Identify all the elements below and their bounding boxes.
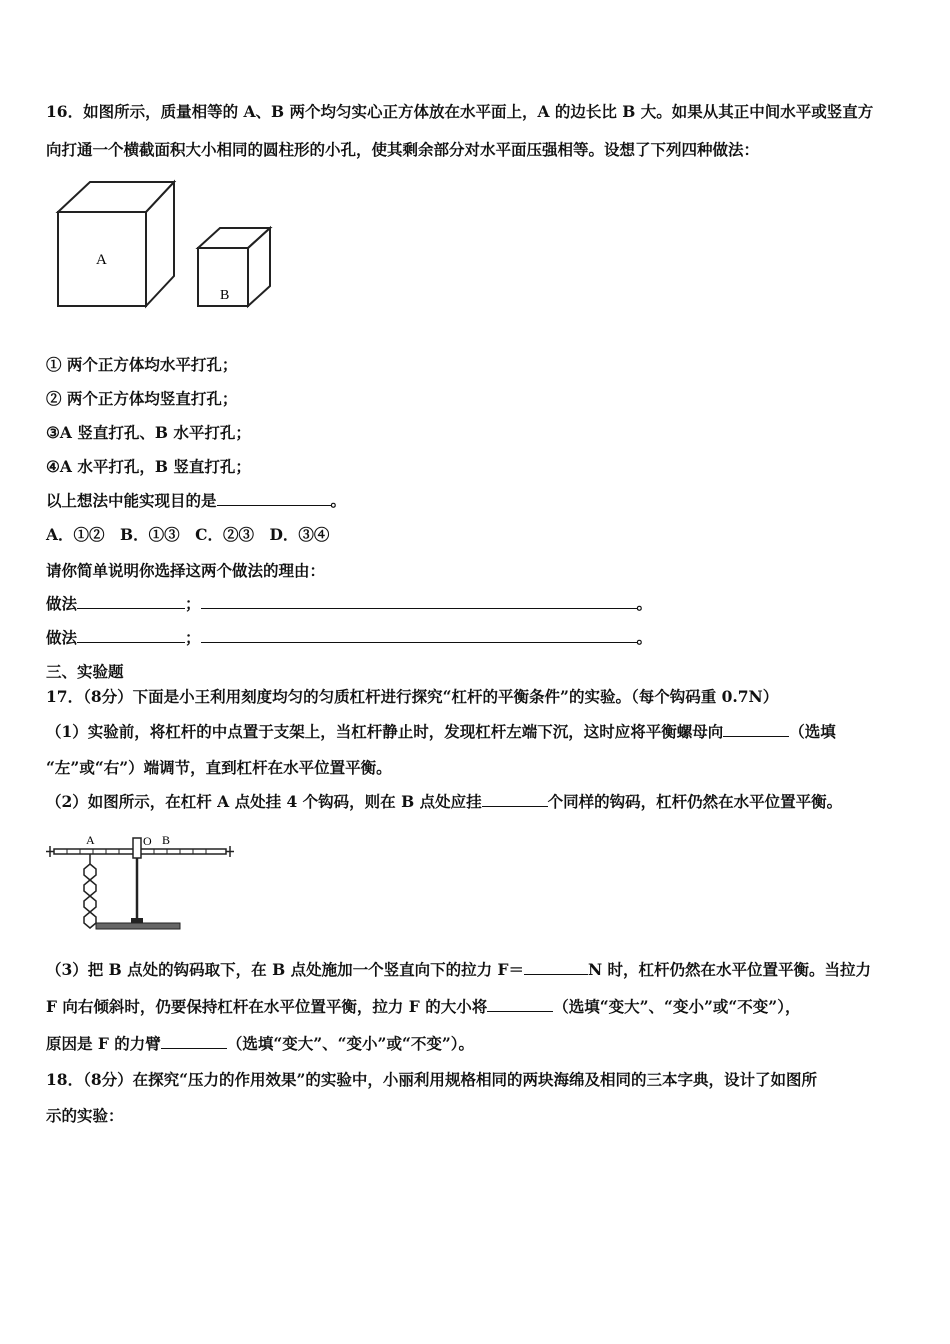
q16-option-3: ③A 竖直打孔、B 水平打孔； xyxy=(46,423,251,442)
cube-a-label: A xyxy=(96,252,107,268)
q16-line2: 向打通一个横截面积大小相同的圆柱形的小孔，使其剩余部分对水平面压强相等。设想了下列四种做法： xyxy=(46,140,760,159)
method-label: 做法 xyxy=(46,594,78,613)
method-blank[interactable] xyxy=(77,594,185,609)
force-change-blank[interactable] xyxy=(487,997,553,1012)
point-b-label: B xyxy=(162,833,171,847)
q17-p2b: 个同样的钩码，杠杆仍然在水平位置平衡。 xyxy=(547,792,843,811)
q17-p3a: （3）把 B 点处的钩码取下，在 B 点处施加一个竖直向下的拉力 F＝ xyxy=(46,960,524,979)
q16-ask xyxy=(46,490,346,512)
count-blank[interactable] xyxy=(482,792,548,807)
point-o-label: O xyxy=(143,834,152,848)
q18-line1: 18．（8分）在探究“压力的作用效果”的实验中，小丽利用规格相同的两块海绵及相同的三本字典，设计了如图所 xyxy=(46,1070,817,1089)
q16-option-1: ① 两个正方体均水平打孔； xyxy=(46,355,238,374)
q16-method-1 xyxy=(46,593,652,615)
q17-part3-line3 xyxy=(46,1033,474,1055)
q16-ask-end: 。 xyxy=(330,491,347,510)
point-a-label: A xyxy=(86,833,95,847)
lever-figure xyxy=(44,830,244,940)
method-label: 做法 xyxy=(46,628,78,647)
cube-b-label: B xyxy=(220,288,230,303)
q18-line2: 示的实验： xyxy=(46,1106,124,1125)
reason-blank[interactable] xyxy=(201,594,637,609)
method-end: 。 xyxy=(636,628,653,647)
q16-option-4: ④A 水平打孔，B 竖直打孔； xyxy=(46,457,251,476)
q17-intro: 17．（8分）下面是小王利用刻度均匀的匀质杠杆进行探究“杠杆的平衡条件”的实验。（每个钩码重 0.7N） xyxy=(46,687,779,706)
method-sep: ； xyxy=(185,628,201,647)
q17-part3-line2 xyxy=(46,996,800,1018)
q17-p2a: （2）如图所示，在杠杆 A 点处挂 4 个钩码，则在 B 点处应挂 xyxy=(46,792,482,811)
q17-p1a: （1）实验前，将杠杆的中点置于支架上，当杠杆静止时，发现杠杆左端下沉，这时应将平衡螺母向 xyxy=(46,722,724,741)
q17-p1b: （选填 xyxy=(789,722,836,741)
q17-part1-line1 xyxy=(46,721,836,743)
q17-part2 xyxy=(46,791,842,813)
q16-line1: 16．如图所示，质量相等的 A、B 两个均匀实心正方体放在水平面上，A 的边长比 B 大。如果从其正中间水平或竖直方 xyxy=(46,102,874,121)
q17-p3c: F 向右倾斜时，仍要保持杠杆在水平位置平衡，拉力 F 的大小将 xyxy=(46,997,488,1016)
direction-blank[interactable] xyxy=(723,722,789,737)
stand-base xyxy=(96,923,180,929)
q17-p3b: N 时，杠杆仍然在水平位置平衡。当拉力 xyxy=(587,960,872,979)
method-sep: ； xyxy=(185,594,201,613)
q17-part1-line2: “左”或“右”）端调节，直到杠杆在水平位置平衡。 xyxy=(46,758,392,777)
q16-option-2: ② 两个正方体均竖直打孔； xyxy=(46,389,238,408)
arm-change-blank[interactable] xyxy=(161,1034,227,1049)
stand-foot xyxy=(131,918,143,923)
method-end: 。 xyxy=(636,594,653,613)
q17-p3e: 原因是 F 的力臂 xyxy=(46,1034,161,1053)
q17-part3-line1 xyxy=(46,959,871,981)
cubes-figure xyxy=(50,178,280,318)
q17-p3d: （选填“变大”、“变小”或“不变”）， xyxy=(553,997,801,1016)
q17-p3f: （选填“变大”、“变小”或“不变”）。 xyxy=(226,1034,475,1053)
q16-explain: 请你简单说明你选择这两个做法的理由： xyxy=(46,561,326,580)
force-blank[interactable] xyxy=(524,960,588,975)
section-title: 三、实验题 xyxy=(46,662,124,681)
hook-weights xyxy=(84,864,96,928)
method-blank[interactable] xyxy=(77,628,185,643)
cube-b xyxy=(198,228,270,306)
reason-blank[interactable] xyxy=(201,628,637,643)
pivot xyxy=(133,838,141,858)
answer-blank[interactable] xyxy=(217,491,331,506)
cube-a xyxy=(58,182,174,306)
q16-choices: A．①② B．①③ C．②③ D．③④ xyxy=(46,525,330,544)
q16-method-2 xyxy=(46,627,652,649)
q16-ask-text: 以上想法中能实现目的是 xyxy=(46,491,217,510)
